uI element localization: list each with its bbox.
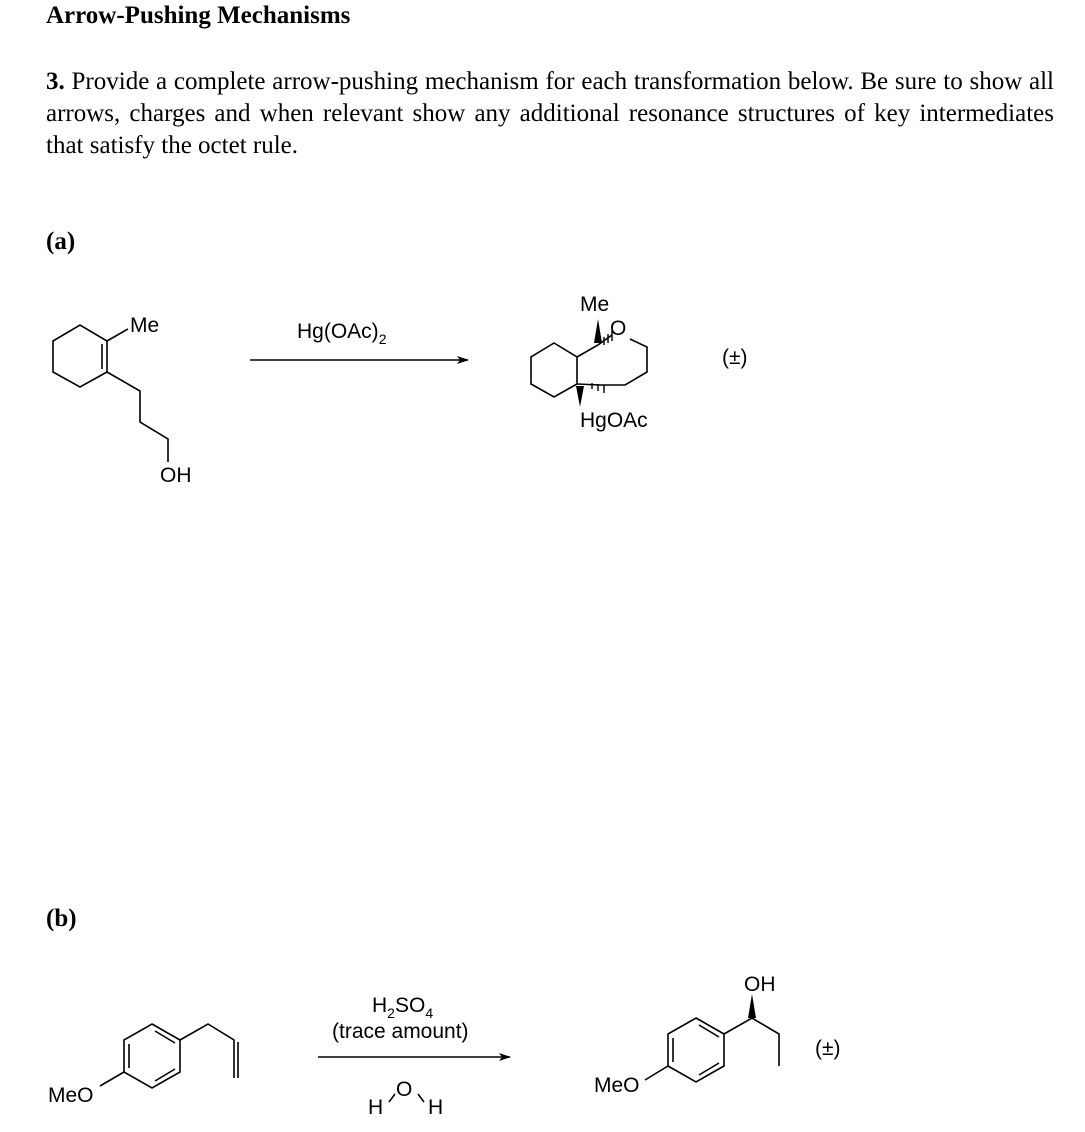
reagent-b-amount: (trace amount) [332, 1020, 469, 1043]
reactant-b-structure [48, 1024, 238, 1107]
reaction-arrow-b [318, 994, 510, 1119]
product-a-oxygen: O [610, 317, 627, 340]
product-b-methoxy: MeO [594, 1074, 640, 1097]
part-a-label: (a) [46, 228, 76, 255]
page-title: Arrow-Pushing Mechanisms [46, 2, 351, 29]
water-oxygen: O [396, 1078, 413, 1101]
product-b-structure [594, 973, 841, 1097]
reactant-a-structure [53, 314, 192, 487]
water-hydrogen-right: H [428, 1096, 444, 1119]
product-a-mercury: HgOAc [580, 409, 648, 432]
reactant-b-methoxy: MeO [48, 1084, 94, 1107]
question-body: Provide a complete arrow-pushing mechanism for each transformation below. Be sure to show all arrows, charges and when relevant show any additional resonance structures of key intermediates that satisfy the octet rule. [46, 68, 1054, 159]
water-hydrogen-left: H [368, 1096, 384, 1119]
reactant-a-methyl: Me [130, 314, 160, 337]
reagent-a: $Hg(OAc)_2$ [297, 320, 387, 347]
reagent-b-acid: $H_2SO_4$ [372, 994, 434, 1021]
reactant-a-hydroxyl: OH [160, 464, 192, 487]
question-number: 3. [46, 68, 65, 95]
product-b-stereo: (±) [815, 1037, 841, 1060]
product-a-methyl: Me [580, 293, 610, 316]
reaction-arrow-a [250, 320, 468, 360]
product-a-stereo: (±) [722, 346, 748, 369]
part-b-label: (b) [46, 905, 77, 932]
product-a-structure [531, 293, 748, 432]
product-b-hydroxyl: OH [744, 973, 776, 996]
